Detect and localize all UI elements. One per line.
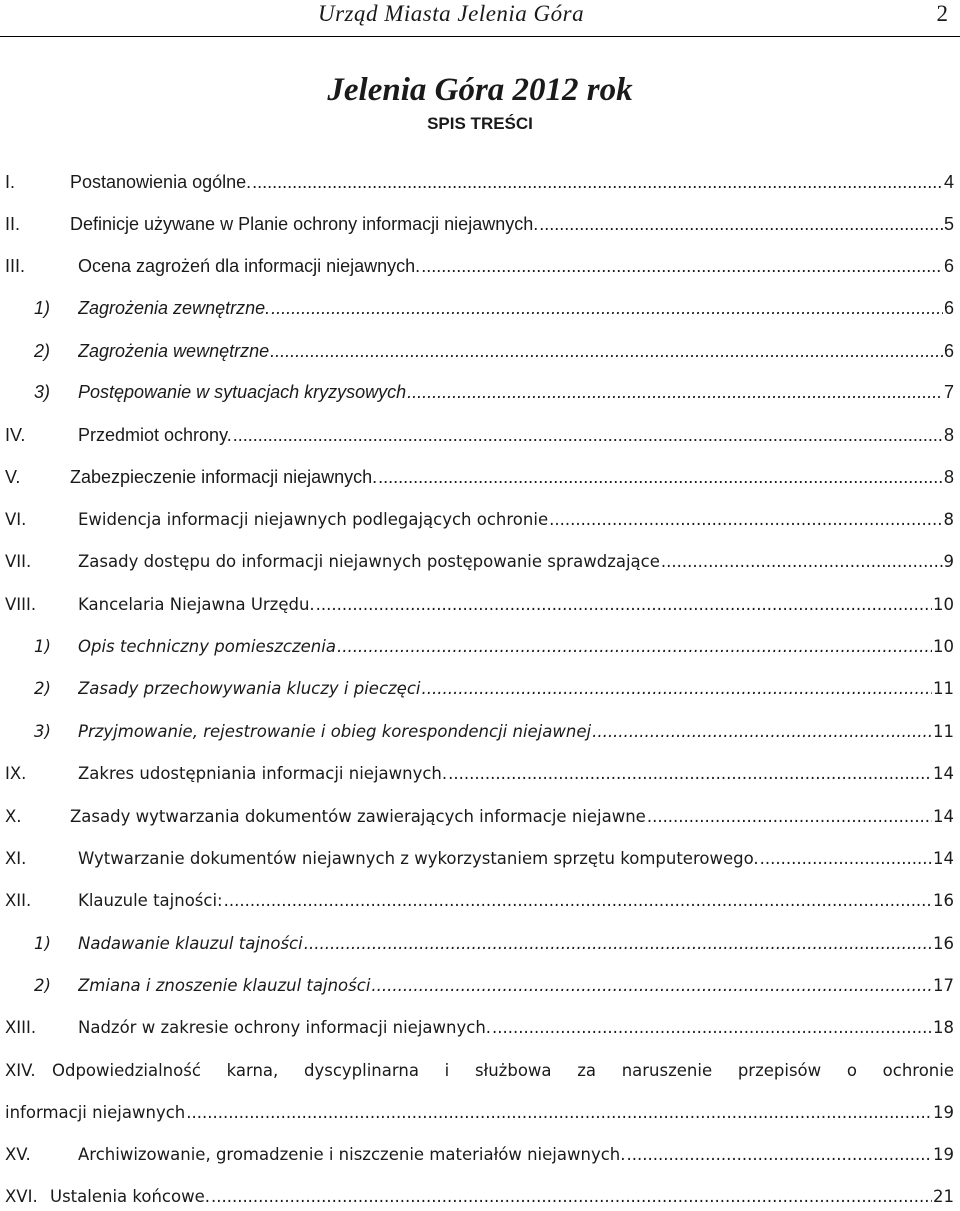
toc-entry-body: [78, 722, 954, 741]
toc-entry-page: 14: [933, 848, 954, 868]
toc-entry-page: 7: [943, 381, 954, 402]
toc-entry-label: Zagrożenia zewnętrzne.: [78, 297, 271, 318]
toc-entry-body: [70, 172, 954, 193]
toc-entry-page: 6: [943, 255, 954, 276]
toc-entry-label: Postanowienia ogólne.: [70, 171, 252, 192]
toc-leader-dots: [316, 595, 932, 614]
toc-entry[interactable]: [0, 1181, 960, 1211]
toc-entry[interactable]: [0, 758, 960, 788]
toc-entry-number: 2): [34, 340, 51, 361]
toc-heading: SPIS TREŚCI: [427, 114, 533, 133]
header-page-number: 2: [936, 1, 948, 26]
toc-entry-page: 9: [943, 551, 954, 571]
toc-leader-dots: [626, 1145, 932, 1164]
toc-entry-label: Opis techniczny pomieszczenia: [78, 636, 336, 656]
document-title: Jelenia Góra 2012 rok: [327, 72, 633, 108]
toc-entry-number: 1): [34, 297, 51, 318]
toc-entry-page: 14: [933, 806, 954, 826]
toc-entry-label: Wytwarzanie dokumentów niejawnych z wykorzystaniem sprzętu komputerowego.: [78, 848, 759, 868]
toc-entry-label: Zasady wytwarzania dokumentów zawierających informacje niejawne: [70, 806, 646, 826]
toc-entry-label: Zmiana i znoszenie klauzul tajności: [78, 975, 371, 995]
toc-leader-dots: [252, 172, 943, 193]
toc-entry-page: 10: [933, 594, 954, 614]
toc-entry-body: [78, 1145, 954, 1164]
toc-entry-label: Kancelaria Niejawna Urzędu.: [78, 594, 315, 614]
toc-entry-continuation[interactable]: [0, 1097, 960, 1127]
toc-entry[interactable]: [0, 462, 960, 492]
toc-entry-body: [70, 467, 954, 488]
toc-leader-dots: [270, 341, 943, 362]
toc-leader-dots: [421, 679, 932, 698]
toc-subentry[interactable]: [0, 970, 960, 1000]
toc-entry-body: [78, 1018, 954, 1037]
toc-entry-body: [78, 552, 954, 571]
toc-leader-dots: [337, 637, 932, 656]
toc-leader-dots: [304, 934, 932, 953]
toc-entry-page: 16: [933, 890, 954, 910]
toc-leader-dots: [233, 425, 943, 446]
toc-entry-body: [78, 764, 954, 783]
toc-leader-dots: [211, 1187, 932, 1206]
toc-entry-number: XIV.: [5, 1060, 36, 1080]
toc-entry-page: 19: [933, 1102, 954, 1122]
toc-entry[interactable]: [0, 801, 960, 831]
toc-entry-page: 16: [933, 933, 954, 953]
toc-entry-label: Przedmiot ochrony.: [78, 424, 232, 445]
toc-entry-label: Zagrożenia wewnętrzne: [78, 340, 270, 361]
toc-entry-number: II.: [5, 213, 21, 234]
toc-entry-label: Postępowanie w sytuacjach kryzysowych: [78, 381, 407, 402]
toc-entry-number: XV.: [5, 1144, 31, 1164]
toc-entry-number: V.: [5, 466, 21, 487]
toc-entry-label: Archiwizowanie, gromadzenie i niszczenie materiałów niejawnych.: [78, 1144, 626, 1164]
toc-entry-page: 19: [933, 1144, 954, 1164]
toc-entry[interactable]: [0, 843, 960, 873]
toc-entry-page: 6: [943, 297, 954, 318]
toc-entry-number: I.: [5, 171, 16, 192]
toc-entry[interactable]: [0, 251, 960, 281]
toc-entry-body: [78, 637, 954, 656]
header-title: Urząd Miasta Jelenia Góra: [318, 1, 585, 26]
toc-entry-label: informacji niejawnych: [5, 1102, 186, 1122]
toc-entry-page: 10: [933, 636, 954, 656]
toc-entry-body: [5, 1103, 954, 1122]
toc-entry-label: Ustalenia końcowe.: [50, 1186, 210, 1206]
toc-leader-dots: [407, 382, 943, 403]
toc-entry-number: 2): [34, 975, 51, 995]
toc-subentry[interactable]: [0, 928, 960, 958]
toc-entry-number: IV.: [5, 424, 26, 445]
toc-subentry[interactable]: [0, 336, 960, 366]
toc-leader-dots: [186, 1103, 932, 1122]
toc-entry-body: [70, 807, 954, 826]
toc-entry-number: VIII.: [5, 594, 37, 614]
toc-entry-body: [78, 976, 954, 995]
toc-entry-label: Przyjmowanie, rejestrowanie i obieg korespondencji niejawnej: [78, 721, 592, 741]
toc-entry[interactable]: [0, 420, 960, 450]
toc-entry[interactable]: [0, 1012, 960, 1042]
toc-entry[interactable]: [0, 167, 960, 197]
toc-subentry[interactable]: [0, 377, 960, 407]
toc-entry-page: 14: [933, 763, 954, 783]
toc-entry-number: XVI.: [5, 1186, 38, 1206]
toc-entry-label: Klauzule tajności:: [78, 890, 223, 910]
toc-entry-page: 18: [933, 1017, 954, 1037]
toc-subentry[interactable]: [0, 716, 960, 746]
toc-entry-body: [78, 510, 954, 529]
toc-entry-body: [78, 298, 954, 319]
toc-entry-body: [78, 849, 954, 868]
toc-entry[interactable]: [0, 504, 960, 534]
toc-entry-number: 3): [34, 721, 51, 741]
toc-entry-number: X.: [5, 806, 22, 826]
toc-subentry[interactable]: [0, 293, 960, 323]
toc-leader-dots: [448, 764, 932, 783]
toc-entry[interactable]: [0, 209, 960, 239]
toc-leader-dots: [647, 807, 932, 826]
toc-entry[interactable]: [0, 1055, 960, 1085]
toc-entry-label: Nadawanie klauzul tajności: [78, 933, 303, 953]
toc-entry-number: VI.: [5, 509, 27, 529]
toc-leader-dots: [371, 976, 932, 995]
toc-entry-body: [78, 425, 954, 446]
toc-leader-dots: [271, 298, 943, 319]
toc-entry-label: Zasady dostępu do informacji niejawnych postępowanie sprawdzające: [78, 551, 660, 571]
toc-entry-number: XIII.: [5, 1017, 37, 1037]
toc-entry-number: III.: [5, 255, 26, 276]
toc-entry-page: 8: [943, 424, 954, 445]
toc-leader-dots: [224, 891, 932, 910]
toc-entry-page: 8: [943, 509, 954, 529]
toc-entry-page: 11: [933, 721, 954, 741]
toc-entry-label: Zasady przechowywania kluczy i pieczęci: [78, 678, 421, 698]
toc-entry-label: Zakres udostępniania informacji niejawnych.: [78, 763, 448, 783]
toc-entry[interactable]: [0, 1139, 960, 1169]
toc-entry-page: 5: [943, 213, 954, 234]
toc-entry-body: [78, 891, 954, 910]
toc-entry-label: Definicje używane w Planie ochrony informacji niejawnych.: [70, 213, 539, 234]
toc-entry-page: 6: [943, 340, 954, 361]
toc-entry-body: [78, 934, 954, 953]
toc-entry-number: 1): [34, 933, 51, 953]
toc-subentry[interactable]: [0, 631, 960, 661]
toc-entry-page: 8: [943, 466, 954, 487]
toc-entry[interactable]: [0, 546, 960, 576]
toc-entry-page: 4: [943, 171, 954, 192]
toc-entry-number: 2): [34, 678, 51, 698]
toc-entry[interactable]: [0, 885, 960, 915]
toc-entry-label: Zabezpieczenie informacji niejawnych.: [70, 466, 378, 487]
toc-leader-dots: [760, 849, 932, 868]
toc-entry-label: Ocena zagrożeń dla informacji niejawnych.: [78, 255, 421, 276]
toc-leader-dots: [592, 722, 932, 741]
toc-entry-body: [78, 595, 954, 614]
toc-leader-dots: [539, 214, 943, 235]
toc-entry-label: Ewidencja informacji niejawnych podlegających ochronie: [78, 509, 549, 529]
toc-entry-label: Odpowiedzialność karna, dyscyplinarna i służbowa za naruszenie przepisów o ochronie: [52, 1060, 954, 1080]
toc-leader-dots: [549, 510, 942, 529]
toc-entry-number: VII.: [5, 551, 32, 571]
toc-leader-dots: [661, 552, 943, 571]
toc-leader-dots: [492, 1018, 932, 1037]
toc-entry-number: 3): [34, 381, 51, 402]
toc-entry-label: Nadzór w zakresie ochrony informacji niejawnych.: [78, 1017, 492, 1037]
toc-entry-body: [70, 214, 954, 235]
toc-entry-body: [78, 382, 954, 403]
toc-entry-number: IX.: [5, 763, 27, 783]
toc-entry-number: XI.: [5, 848, 27, 868]
toc-entry-body: [50, 1187, 954, 1206]
toc-leader-dots: [421, 256, 943, 277]
toc-entry-body: [78, 256, 954, 277]
toc-entry-page: 11: [933, 678, 954, 698]
toc-entry-body: [78, 679, 954, 698]
toc-entry-number: XII.: [5, 890, 32, 910]
toc-entry[interactable]: [0, 589, 960, 619]
toc-leader-dots: [378, 467, 943, 488]
toc-entry-number: 1): [34, 636, 51, 656]
toc-entry-body: [78, 341, 954, 362]
toc-subentry[interactable]: [0, 673, 960, 703]
toc-entry-page: 17: [933, 975, 954, 995]
toc-entry-page: 21: [933, 1186, 954, 1206]
